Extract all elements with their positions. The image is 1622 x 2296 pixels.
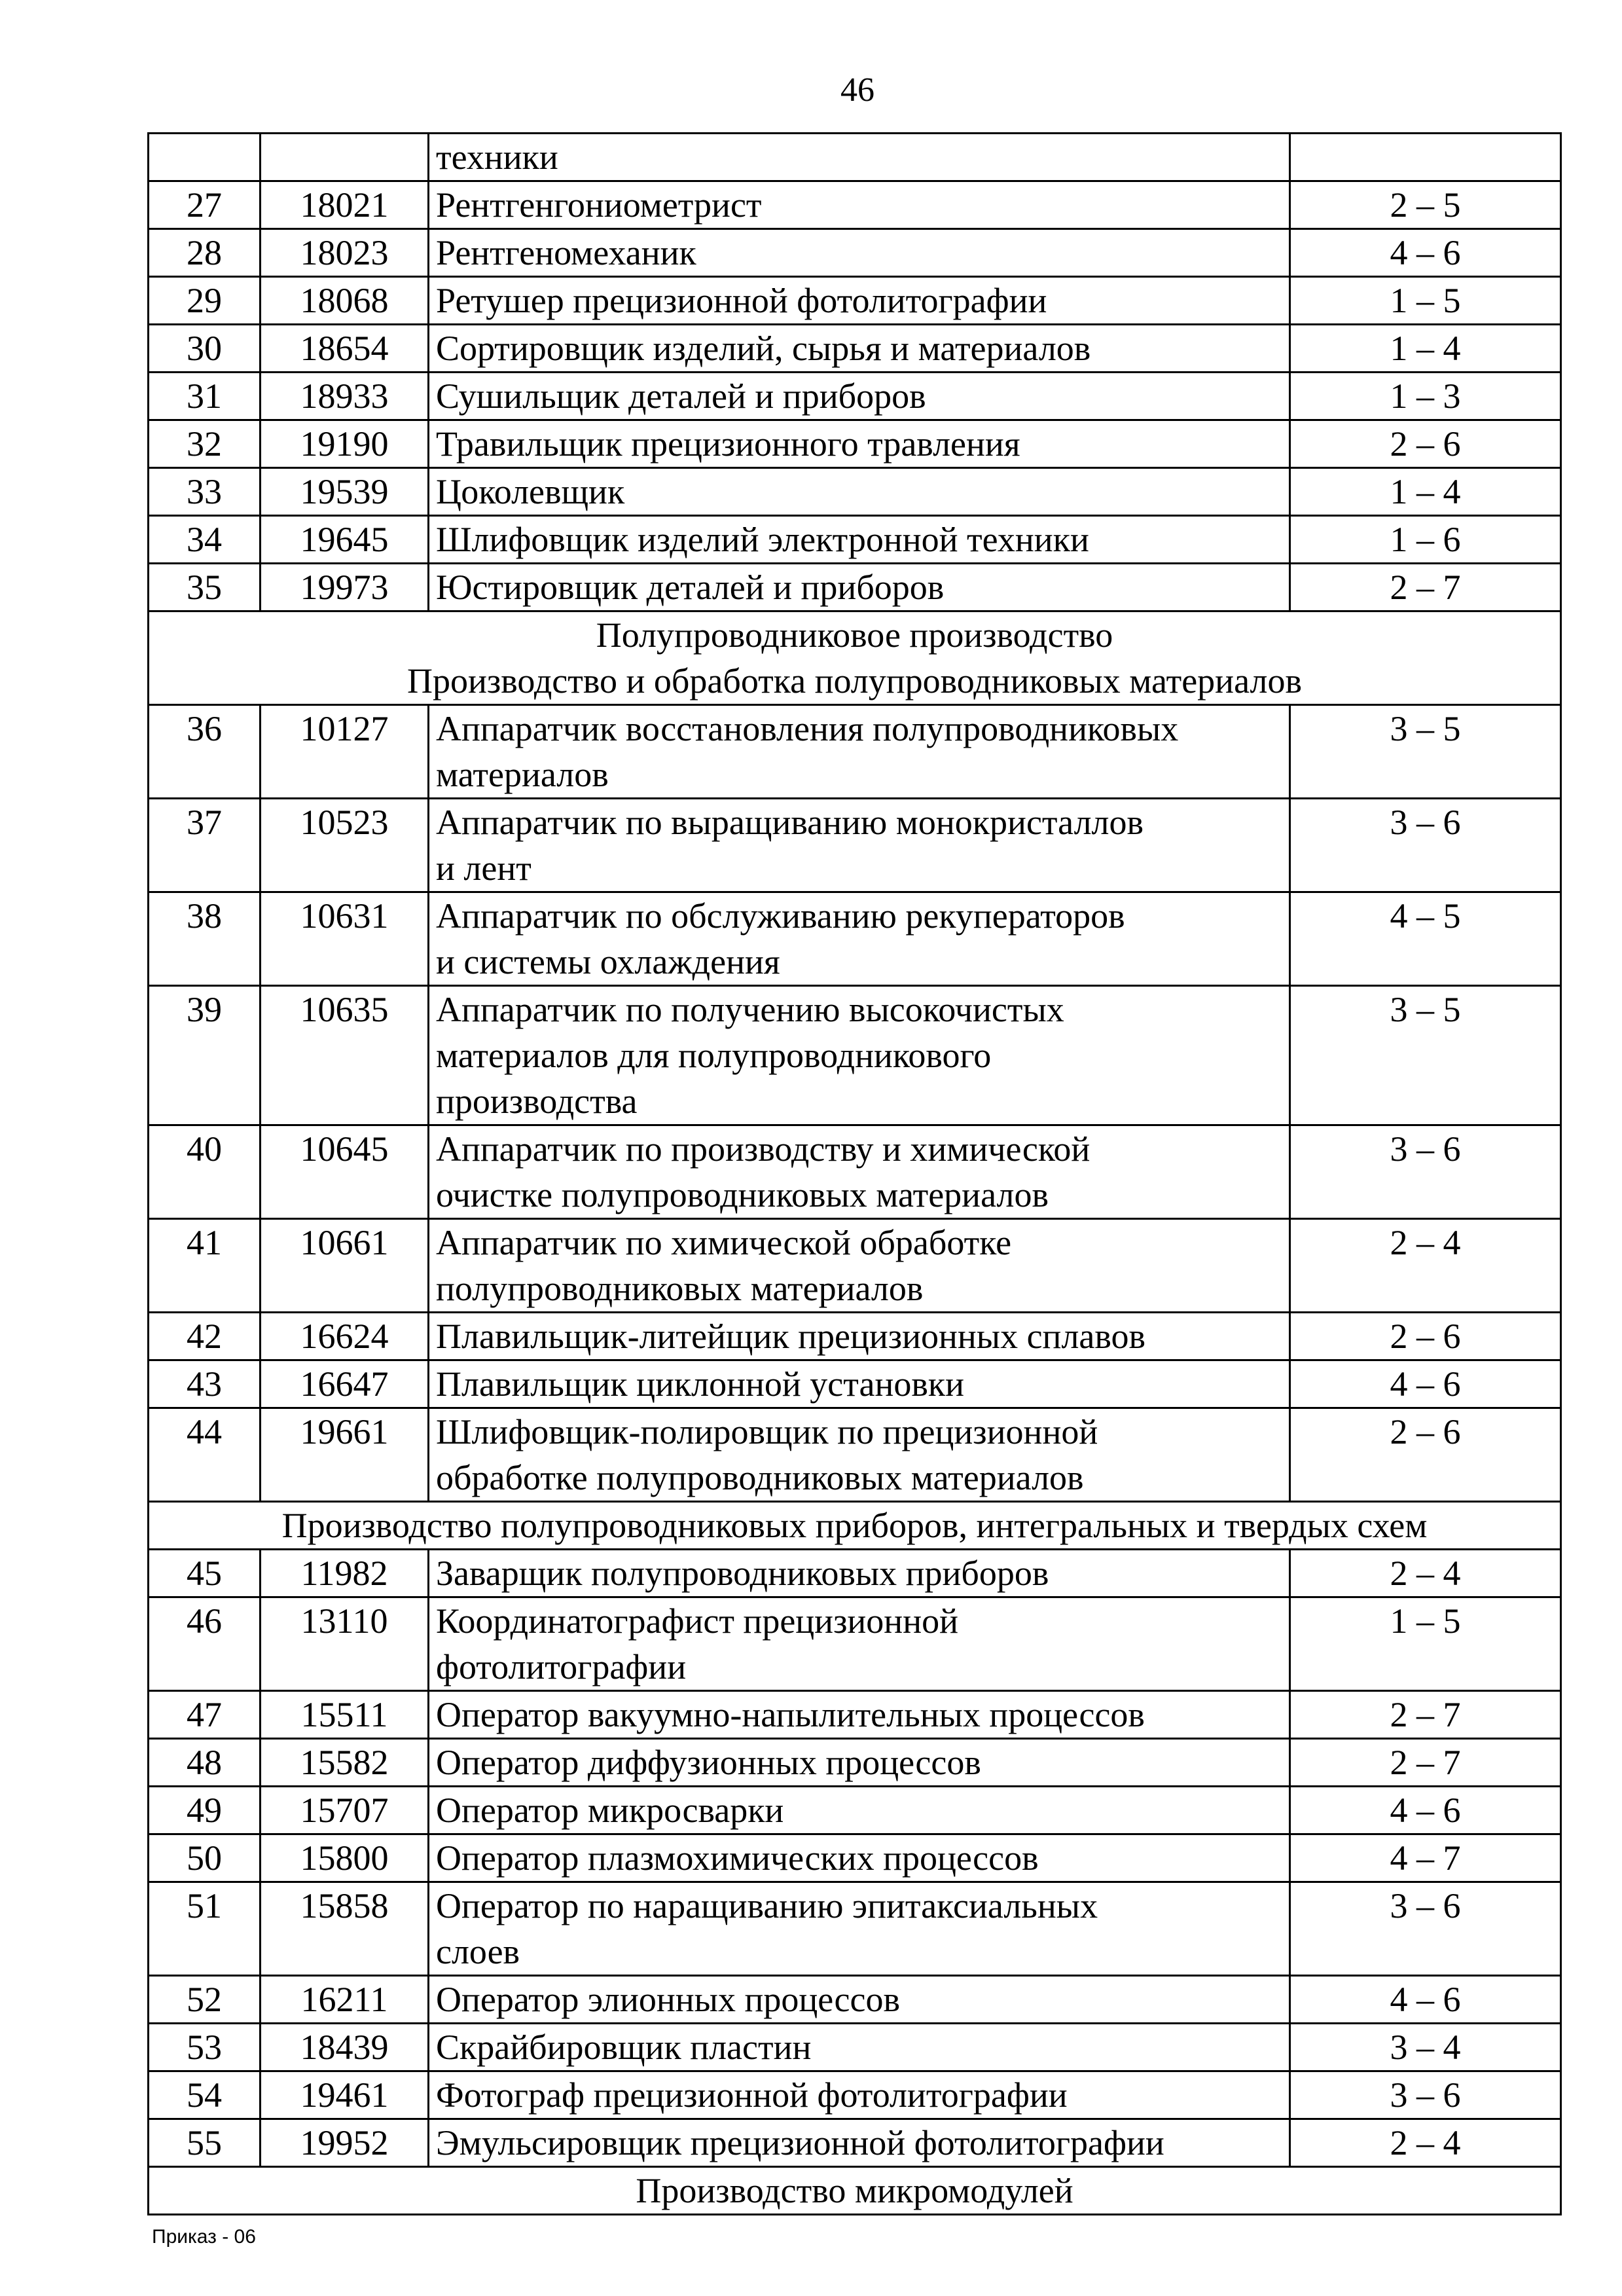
table-row (149, 468, 1561, 516)
cell-code: 15511 (261, 1691, 429, 1739)
cell-number: 51 (149, 1882, 261, 1976)
cell-code: 16647 (261, 1360, 429, 1408)
table-row (149, 325, 1561, 373)
cell-number: 28 (149, 229, 261, 277)
cell-number: 49 (149, 1787, 261, 1834)
table-row (149, 1739, 1561, 1787)
cell-range: 3 – 5 (1290, 986, 1561, 1125)
cell-name: Оператор микросварки (429, 1787, 1290, 1834)
table-row (149, 564, 1561, 611)
cell-code: 15582 (261, 1739, 429, 1787)
cell-code: 19973 (261, 564, 429, 611)
cell-name: Сушильщик деталей и приборов (429, 373, 1290, 420)
cell-name: Оператор вакуумно-напылительных процессов (429, 1691, 1290, 1739)
cell-code (261, 134, 429, 181)
section-title: Производство микромодулей (149, 2167, 1561, 2215)
cell-code: 16211 (261, 1976, 429, 2024)
cell-name: Аппаратчик по выращиванию монокристаллов и лент (429, 799, 1290, 892)
cell-name: Шлифовщик изделий электронной техники (429, 516, 1290, 564)
footer-label: Приказ - 06 (152, 2226, 256, 2248)
cell-range: 4 – 6 (1290, 229, 1561, 277)
cell-range: 2 – 5 (1290, 181, 1561, 229)
cell-number: 54 (149, 2071, 261, 2119)
cell-range: 3 – 6 (1290, 1882, 1561, 1976)
cell-name: Оператор элионных процессов (429, 1976, 1290, 2024)
cell-code: 10635 (261, 986, 429, 1125)
cell-number: 52 (149, 1976, 261, 2024)
cell-number: 44 (149, 1408, 261, 1502)
cell-range: 3 – 5 (1290, 705, 1561, 799)
cell-name: Юстировщик деталей и приборов (429, 564, 1290, 611)
cell-range (1290, 134, 1561, 181)
cell-range: 2 – 7 (1290, 1739, 1561, 1787)
section-title: Полупроводниковое производство Производство и обработка полупроводниковых материалов (149, 611, 1561, 705)
cell-range: 1 – 5 (1290, 277, 1561, 325)
professions-table (147, 132, 1562, 2215)
cell-name: Аппаратчик по химической обработке полупроводниковых материалов (429, 1219, 1290, 1313)
cell-code: 11982 (261, 1550, 429, 1597)
cell-code: 10631 (261, 892, 429, 986)
cell-name: Эмульсировщик прецизионной фотолитографии (429, 2119, 1290, 2167)
cell-code: 10523 (261, 799, 429, 892)
cell-name: Плавильщик циклонной установки (429, 1360, 1290, 1408)
cell-name: Травильщик прецизионного травления (429, 420, 1290, 468)
cell-number: 43 (149, 1360, 261, 1408)
section-header-row (149, 611, 1561, 705)
cell-range: 2 – 6 (1290, 1313, 1561, 1360)
cell-code: 19190 (261, 420, 429, 468)
cell-code: 16624 (261, 1313, 429, 1360)
cell-number: 45 (149, 1550, 261, 1597)
cell-name: Аппаратчик восстановления полупроводниковых материалов (429, 705, 1290, 799)
table-row (149, 1125, 1561, 1219)
cell-code: 13110 (261, 1597, 429, 1691)
table-row (149, 705, 1561, 799)
table-row (149, 2071, 1561, 2119)
table-row (149, 229, 1561, 277)
cell-name: Аппаратчик по обслуживанию рекуператоров и системы охлаждения (429, 892, 1290, 986)
table-row (149, 1313, 1561, 1360)
cell-name: Оператор плазмохимических процессов (429, 1834, 1290, 1882)
table-row (149, 2119, 1561, 2167)
table-row (149, 1834, 1561, 1882)
cell-number: 34 (149, 516, 261, 564)
table-row (149, 420, 1561, 468)
cell-number: 53 (149, 2024, 261, 2071)
cell-number: 27 (149, 181, 261, 229)
cell-code: 18023 (261, 229, 429, 277)
cell-range: 1 – 3 (1290, 373, 1561, 420)
cell-name: Ретушер прецизионной фотолитографии (429, 277, 1290, 325)
cell-code: 15858 (261, 1882, 429, 1976)
section-header-row (149, 1502, 1561, 1550)
cell-code: 15707 (261, 1787, 429, 1834)
table-row (149, 892, 1561, 986)
cell-range: 4 – 6 (1290, 1976, 1561, 2024)
cell-name: Оператор по наращиванию эпитаксиальных слоев (429, 1882, 1290, 1976)
cell-range: 1 – 5 (1290, 1597, 1561, 1691)
cell-number: 50 (149, 1834, 261, 1882)
cell-name: Оператор диффузионных процессов (429, 1739, 1290, 1787)
cell-code: 10645 (261, 1125, 429, 1219)
table-row (149, 1691, 1561, 1739)
cell-name: Цоколевщик (429, 468, 1290, 516)
table-row (149, 1550, 1561, 1597)
cell-range: 4 – 6 (1290, 1787, 1561, 1834)
cell-range: 3 – 4 (1290, 2024, 1561, 2071)
cell-number: 33 (149, 468, 261, 516)
table-row (149, 1360, 1561, 1408)
table-row (149, 1787, 1561, 1834)
cell-number: 55 (149, 2119, 261, 2167)
cell-number: 31 (149, 373, 261, 420)
cell-number: 48 (149, 1739, 261, 1787)
cell-range: 2 – 4 (1290, 1550, 1561, 1597)
cell-code: 19461 (261, 2071, 429, 2119)
cell-code: 15800 (261, 1834, 429, 1882)
cell-name: Аппаратчик по производству и химической очистке полупроводниковых материалов (429, 1125, 1290, 1219)
cell-name: Скрайбировщик пластин (429, 2024, 1290, 2071)
cell-code: 19539 (261, 468, 429, 516)
cell-range: 1 – 4 (1290, 325, 1561, 373)
cell-number: 41 (149, 1219, 261, 1313)
cell-number: 42 (149, 1313, 261, 1360)
section-title: Производство полупроводниковых приборов, интегральных и твердых схем (149, 1502, 1561, 1550)
cell-code: 10127 (261, 705, 429, 799)
cell-code: 10661 (261, 1219, 429, 1313)
cell-name: Фотограф прецизионной фотолитографии (429, 2071, 1290, 2119)
table-row (149, 1882, 1561, 1976)
cell-code: 19952 (261, 2119, 429, 2167)
cell-name: Рентгеномеханик (429, 229, 1290, 277)
cell-name: Рентгенгониометрист (429, 181, 1290, 229)
cell-name: Аппаратчик по получению высокочистых материалов для полупроводникового производства (429, 986, 1290, 1125)
cell-range: 3 – 6 (1290, 799, 1561, 892)
cell-number: 40 (149, 1125, 261, 1219)
table-row (149, 516, 1561, 564)
cell-code: 18654 (261, 325, 429, 373)
table-row-continuation (149, 134, 1561, 181)
cell-number: 30 (149, 325, 261, 373)
cell-range: 2 – 7 (1290, 1691, 1561, 1739)
cell-name: Сортировщик изделий, сырья и материалов (429, 325, 1290, 373)
cell-range: 2 – 6 (1290, 420, 1561, 468)
cell-code: 18068 (261, 277, 429, 325)
cell-name: техники (429, 134, 1290, 181)
cell-name: Заварщик полупроводниковых приборов (429, 1550, 1290, 1597)
cell-code: 18439 (261, 2024, 429, 2071)
cell-number: 35 (149, 564, 261, 611)
cell-range: 2 – 6 (1290, 1408, 1561, 1502)
table-row (149, 986, 1561, 1125)
cell-name: Плавильщик-литейщик прецизионных сплавов (429, 1313, 1290, 1360)
cell-range: 2 – 7 (1290, 564, 1561, 611)
cell-code: 18021 (261, 181, 429, 229)
cell-range: 2 – 4 (1290, 2119, 1561, 2167)
table-row (149, 1408, 1561, 1502)
section-header-row (149, 2167, 1561, 2215)
cell-range: 3 – 6 (1290, 1125, 1561, 1219)
cell-number: 37 (149, 799, 261, 892)
cell-number: 36 (149, 705, 261, 799)
cell-number (149, 134, 261, 181)
cell-range: 1 – 4 (1290, 468, 1561, 516)
cell-range: 4 – 6 (1290, 1360, 1561, 1408)
cell-name: Координатографист прецизионной фотолитографии (429, 1597, 1290, 1691)
cell-range: 1 – 6 (1290, 516, 1561, 564)
table-row (149, 277, 1561, 325)
page-number: 46 (840, 71, 874, 109)
table-row (149, 1219, 1561, 1313)
cell-number: 46 (149, 1597, 261, 1691)
cell-range: 2 – 4 (1290, 1219, 1561, 1313)
cell-range: 4 – 5 (1290, 892, 1561, 986)
table-row (149, 1976, 1561, 2024)
cell-range: 3 – 6 (1290, 2071, 1561, 2119)
cell-name: Шлифовщик-полировщик по прецизионной обработке полупроводниковых материалов (429, 1408, 1290, 1502)
cell-code: 19661 (261, 1408, 429, 1502)
cell-number: 32 (149, 420, 261, 468)
cell-number: 39 (149, 986, 261, 1125)
cell-number: 47 (149, 1691, 261, 1739)
table-row (149, 2024, 1561, 2071)
cell-range: 4 – 7 (1290, 1834, 1561, 1882)
table-row (149, 1597, 1561, 1691)
cell-code: 19645 (261, 516, 429, 564)
table-row (149, 373, 1561, 420)
table-row (149, 181, 1561, 229)
cell-code: 18933 (261, 373, 429, 420)
cell-number: 38 (149, 892, 261, 986)
table-row (149, 799, 1561, 892)
cell-number: 29 (149, 277, 261, 325)
